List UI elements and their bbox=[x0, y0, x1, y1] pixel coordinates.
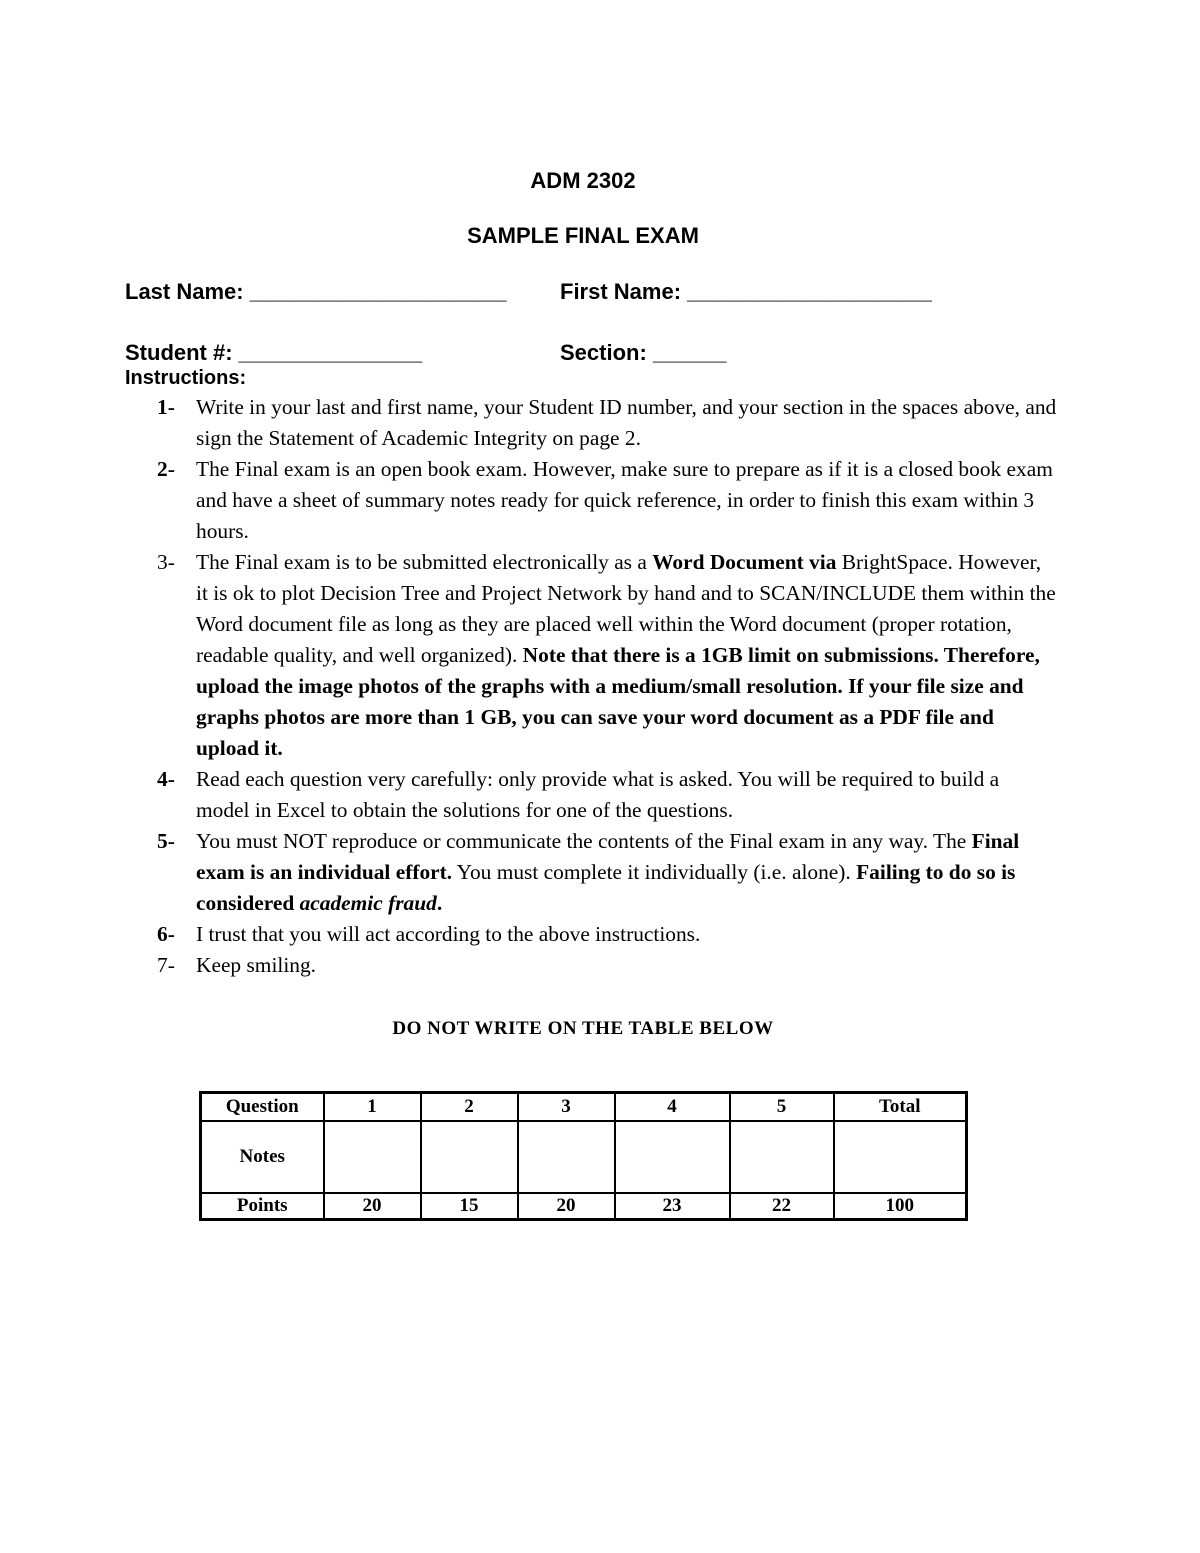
id-fields-row bbox=[125, 340, 727, 366]
instruction-emphasis: Word Document via bbox=[652, 550, 837, 574]
student-number-field: Student #: _______________ bbox=[125, 340, 423, 365]
instruction-text-part: BrightSpace. However, it is ok to plot Decision Tree and Project Network by hand and to SCAN/INCLUDE them within the Word document file as long as they are placed well within the Word document (proper rotation, readable quality, and well organized). bbox=[196, 550, 1056, 667]
last-name-field: Last Name: _____________________ bbox=[125, 279, 507, 304]
table-row bbox=[201, 1193, 967, 1220]
table-row bbox=[201, 1121, 967, 1193]
table-cell bbox=[834, 1121, 967, 1193]
instructions-label: Instructions: bbox=[125, 367, 247, 389]
table-notice: DO NOT WRITE ON THE TABLE BELOW bbox=[392, 1018, 774, 1039]
instruction-text-part: You must complete it individually (i.e. alone). bbox=[452, 860, 857, 884]
table-row-label: Notes bbox=[201, 1121, 324, 1193]
instruction-text: Write in your last and first name, your Student ID number, and your section in the spaces above, and sign the Statement of Academic Integrity on page 2. bbox=[196, 395, 1057, 450]
exam-title: SAMPLE FINAL EXAM bbox=[467, 223, 699, 248]
instruction-number: 4- bbox=[157, 767, 175, 791]
table-cell bbox=[615, 1121, 730, 1193]
instruction-emphasis: Final exam is an individual effort. bbox=[196, 829, 1020, 884]
instructions-list bbox=[157, 392, 1057, 981]
score-table bbox=[199, 1091, 968, 1221]
first-name-field: First Name: ____________________ bbox=[560, 279, 932, 304]
table-cell: 22 bbox=[730, 1193, 834, 1220]
instruction-text-part: You must NOT reproduce or communicate the contents of the Final exam in any way. The bbox=[196, 829, 972, 853]
table-cell bbox=[421, 1121, 518, 1193]
name-fields-row bbox=[125, 279, 932, 305]
table-header-cell: 4 bbox=[615, 1093, 730, 1122]
instruction-item bbox=[157, 454, 1057, 547]
instruction-item bbox=[157, 764, 1057, 826]
instruction-item bbox=[157, 950, 1057, 981]
instruction-emphasis-italic: academic fraud bbox=[299, 891, 437, 915]
table-cell bbox=[730, 1121, 834, 1193]
instruction-item bbox=[157, 826, 1057, 919]
table-cell: 15 bbox=[421, 1193, 518, 1220]
instruction-emphasis: Note that there is a 1GB limit on submissions. Therefore, upload the image photos of the graphs with a medium/small resolution. If your file size and graphs photos are more than 1 GB, you can save your word document as a PDF file and upload it. bbox=[196, 643, 1040, 760]
table-cell bbox=[518, 1121, 615, 1193]
instruction-emphasis: . bbox=[436, 891, 443, 915]
table-cell: 23 bbox=[615, 1193, 730, 1220]
instruction-text bbox=[196, 829, 1019, 915]
instruction-text: Read each question very carefully: only provide what is asked. You will be required to build a model in Excel to obtain the solutions for one of the questions. bbox=[196, 767, 1000, 822]
instruction-number: 6- bbox=[157, 922, 175, 946]
table-header-cell: 3 bbox=[518, 1093, 615, 1122]
instruction-number: 7- bbox=[157, 953, 175, 977]
table-header-cell: 5 bbox=[730, 1093, 834, 1122]
table-cell bbox=[324, 1121, 421, 1193]
table-row-label: Points bbox=[201, 1193, 324, 1220]
section-field: Section: ______ bbox=[560, 340, 727, 365]
table-cell: 100 bbox=[834, 1193, 967, 1220]
instruction-number: 5- bbox=[157, 829, 175, 853]
table-header-cell: 2 bbox=[421, 1093, 518, 1122]
instruction-item bbox=[157, 919, 1057, 950]
table-cell: 20 bbox=[518, 1193, 615, 1220]
table-row-label: Question bbox=[201, 1093, 324, 1122]
table-row bbox=[201, 1093, 967, 1122]
instruction-text bbox=[196, 550, 1056, 760]
instruction-number: 1- bbox=[157, 395, 175, 419]
instruction-text-part: The Final exam is to be submitted electronically as a bbox=[196, 550, 653, 574]
instruction-text: Keep smiling. bbox=[196, 953, 317, 977]
instruction-item bbox=[157, 547, 1057, 764]
instruction-number: 2- bbox=[157, 457, 175, 481]
course-code: ADM 2302 bbox=[530, 168, 636, 193]
instruction-number: 3- bbox=[157, 550, 175, 574]
table-cell: 20 bbox=[324, 1193, 421, 1220]
instruction-item bbox=[157, 392, 1057, 454]
table-header-cell: 1 bbox=[324, 1093, 421, 1122]
instruction-emphasis: Failing to do so is considered bbox=[196, 860, 1016, 915]
instruction-text: The Final exam is an open book exam. However, make sure to prepare as if it is a closed book exam and have a sheet of summary notes ready for quick reference, in order to finish this exam within 3 hours. bbox=[196, 457, 1053, 543]
instruction-text: I trust that you will act according to the above instructions. bbox=[196, 922, 701, 946]
table-header-cell: Total bbox=[834, 1093, 967, 1122]
